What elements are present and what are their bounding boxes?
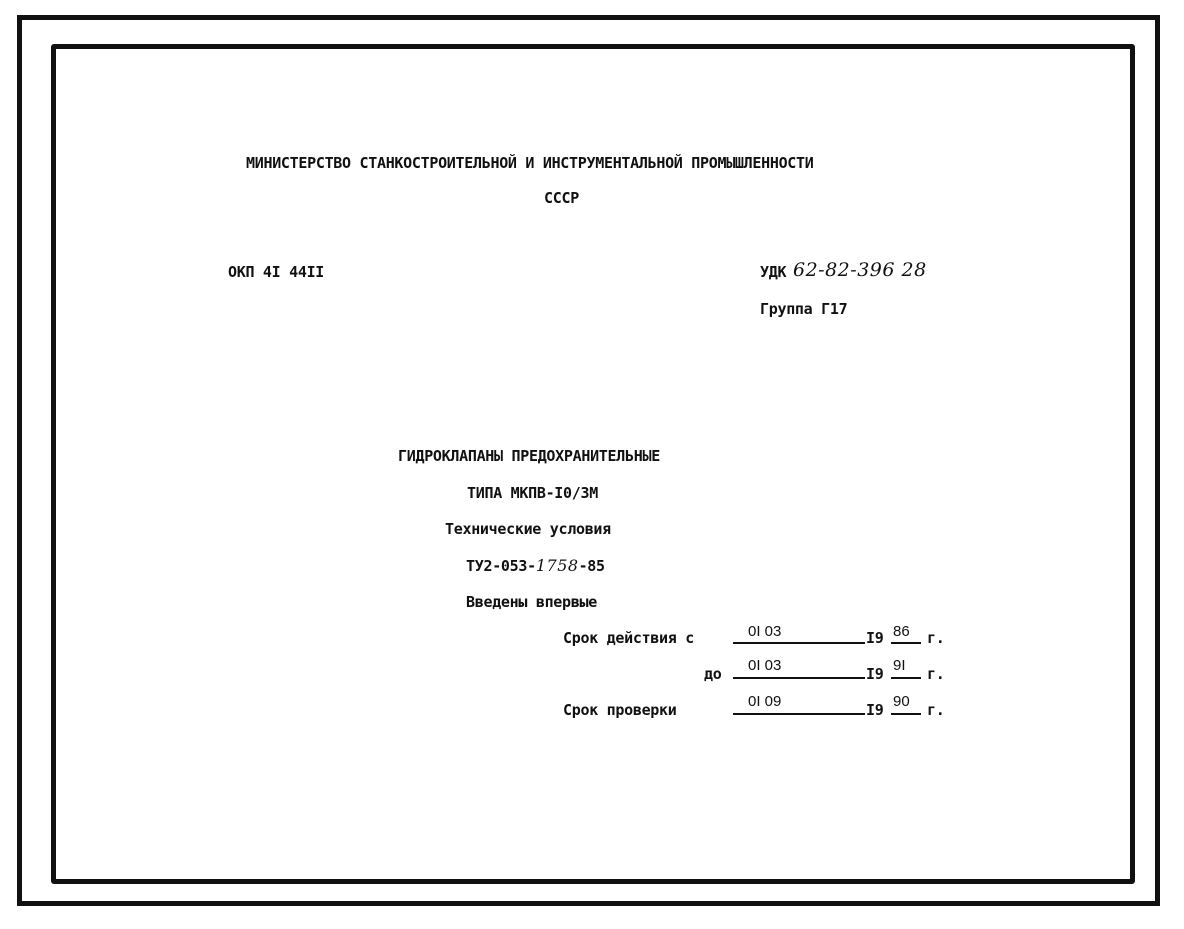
valid-to-year-line xyxy=(891,677,921,679)
okp-code: ОКП 4I 44II xyxy=(228,263,325,281)
valid-to-day-line xyxy=(733,677,865,679)
tu-number-handwritten: 1758 xyxy=(535,556,579,575)
check-year: 90 xyxy=(893,693,910,710)
validity-label: Срок действия с xyxy=(563,629,694,647)
tu-number xyxy=(466,556,605,575)
valid-to-suffix: г. xyxy=(927,665,945,683)
valid-from-year-prefix: I9 xyxy=(866,629,884,647)
valid-from-suffix: г. xyxy=(927,629,945,647)
check-suffix: г. xyxy=(927,701,945,719)
udk-label: УДК xyxy=(760,263,787,281)
valid-to-year: 9I xyxy=(893,657,906,674)
check-year-prefix: I9 xyxy=(866,701,884,719)
valid-to-day: 0I 03 xyxy=(748,657,782,674)
ministry-heading: МИНИСТЕРСТВО СТАНКОСТРОИТЕЛЬНОЙ И ИНСТРУМЕНТАЛЬНОЙ ПРОМЫШЛЕННОСТИ xyxy=(246,154,814,172)
check-day-line xyxy=(733,713,865,715)
validity-to-label: до xyxy=(704,665,722,683)
tu-suffix: -85 xyxy=(578,557,605,575)
valid-from-year-line xyxy=(891,642,921,644)
valid-from-day-line xyxy=(733,642,865,644)
valid-to-year-prefix: I9 xyxy=(866,665,884,683)
introduced-note: Введены впервые xyxy=(466,593,597,611)
tu-prefix: ТУ2-053- xyxy=(466,557,536,575)
valid-from-day: 0I 03 xyxy=(748,623,782,640)
check-year-line xyxy=(891,713,921,715)
check-day: 0I 09 xyxy=(748,693,782,710)
document-subtitle: Технические условия xyxy=(445,520,611,538)
udk-value: 62-82-396 28 xyxy=(793,259,927,281)
valid-from-year: 86 xyxy=(893,623,910,640)
document-type: ТИПА МКПВ-I0/3М xyxy=(467,484,598,502)
group-code: Группа Г17 xyxy=(760,300,848,318)
document-title: ГИДРОКЛАПАНЫ ПРЕДОХРАНИТЕЛЬНЫЕ xyxy=(398,447,660,465)
check-label: Срок проверки xyxy=(563,701,677,719)
country-heading: СССР xyxy=(544,189,579,207)
